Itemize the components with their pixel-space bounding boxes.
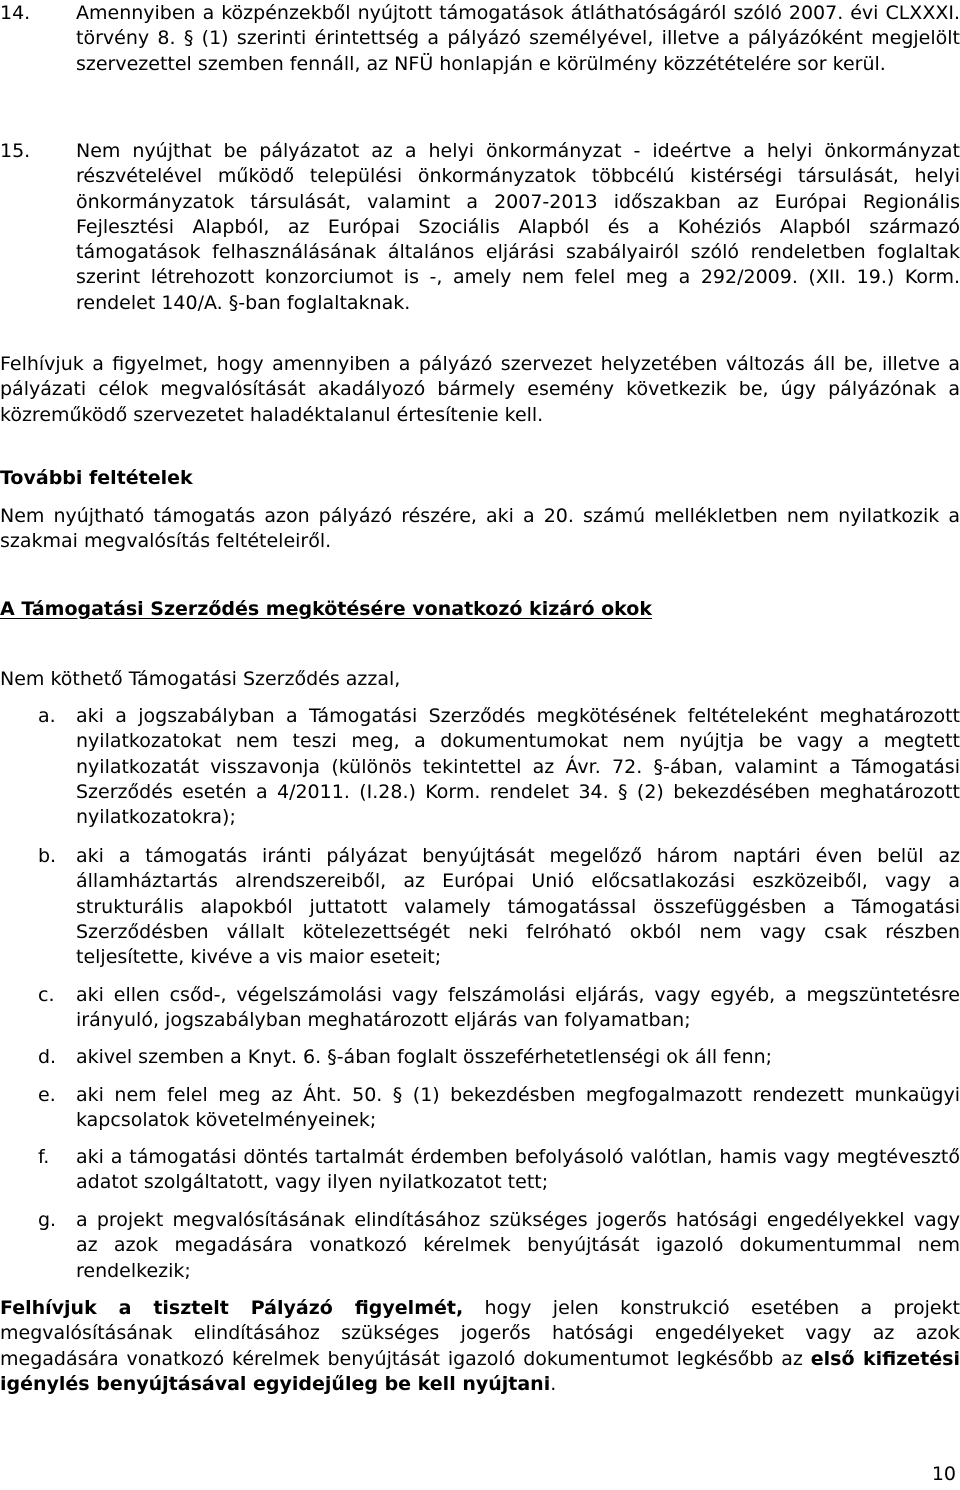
list-label: e. [38,1084,56,1106]
exclusion-list-item-g [0,1208,960,1284]
exclusion-list-item-f [0,1145,960,1196]
page-number: 10 [931,1463,956,1485]
list-label: c. [38,984,55,1006]
list-label: g. [38,1209,57,1231]
list-text: aki a támogatási döntés tartalmát érdemben befolyásoló valótlan, hamis vagy megtévesztő adatot szolgáltatott, vagy ilyen nyilatkozatot tett; [76,1146,960,1194]
exclusion-list-item-c [0,983,960,1034]
notice-paragraph: Felhívjuk a figyelmet, hogy amennyiben a pályázó szervezet helyzetében változás áll be, illetve a pályázati célok megvalósítását akadályozó bármely esemény következik be, úgy pályázónak a közreműködő szervezetet haladéktalanul értesítenie kell. [0,353,960,426]
list-label: b. [38,845,57,867]
exclusion-list-item-e [0,1083,960,1134]
list-label: a. [38,705,56,727]
exclusion-list-item-d [0,1045,960,1070]
item-number: 14. [0,2,31,24]
item-number: 15. [0,140,31,162]
exclusion-list-item-b [0,844,960,970]
list-text: aki a támogatás iránti pályázat benyújtását megelőző három naptári éven belül az államháztartás alrendszereiből, az Európai Unió előcsatlakozási eszközeiből, vagy a strukturális alapokból juttatott valamely támogatással összefüggésben a Támogatási Szerződésben vállalt kötelezettségét neki felróható okból nem vagy csak részben teljesítette, kivéve a vis maior eseteit; [76,845,960,969]
final-notice-bold-end: első kifizetési igénylés benyújtásával egyidejűleg be kell nyújtani [0,1347,960,1395]
exclusion-list-item-a [0,704,960,830]
item-text: Amennyiben a közpénzekből nyújtott támogatások átláthatóságáról szóló 2007. évi CLXXXI. törvény 8. § (1) szerinti érintettség a pályázó személyével, illetve a pályázóként megjelölt szervezettel szemben fennáll, az NFÜ honlapján e körülmény közzétételére sor kerül. [76,2,960,75]
list-text: aki ellen csőd-, végelszámolási vagy felszámolási eljárás, vagy egyéb, a megszüntetésre irányuló, jogszabályban meghatározott eljárás van folyamatban; [76,984,960,1032]
final-notice-middle: hogy jelen konstrukció esetében a projekt megvalósításának elindításához szükséges jogerős hatósági engedélyeket vagy az azok megadására vonatkozó kérelmek benyújtását igazoló dokumentumot legkésőbb az [0,1297,960,1370]
further-conditions-text: Nem nyújtható támogatás azon pályázó részére, aki a 20. számú mellékletben nem nyilatkozik a szakmai megvalósítás feltételeiről. [0,505,960,553]
final-notice-bold-start: Felhívjuk a tisztelt Pályázó figyelmét, [0,1297,464,1319]
list-item-14 [0,1,960,77]
list-item-15 [0,139,960,316]
list-text: a projekt megvalósításának elindításához szükséges jogerős hatósági engedélyekkel vagy az azok megadására vonatkozó kérelmek benyújtását igazoló dokumentummal nem rendelkezik; [76,1209,960,1282]
item-text: Nem nyújthat be pályázatot az a helyi önkormányzat - ideértve a helyi önkormányzat részvételével működő települési önkormányzatok többcélú kistérségi társulását, helyi önkormányzatok társulását, valamint a 2007-2013 időszakban az Európai Regionális Fejlesztési Alapból, az Európai Szociális Alapból és a Kohéziós Alapból származó támogatások felhasználásának általános eljárási szabályairól szóló rendeletben foglaltak szerint létrehozott konzorciumot is -, amely nem felel meg a 292/2009. (XII. 19.) Korm. rendelet 140/A. §-ban foglaltaknak. [76,140,960,314]
final-notice-period: . [550,1372,557,1395]
list-text: aki nem felel meg az Áht. 50. § (1) bekezdésben megfogalmazott rendezett munkaügyi kapcsolatok követelményeinek; [76,1084,960,1132]
list-text: akivel szemben a Knyt. 6. §-ában foglalt összeférhetetlenségi ok áll fenn; [76,1046,773,1068]
list-label: d. [38,1046,57,1068]
list-text: aki a jogszabályban a Támogatási Szerződés megkötésének feltételeként meghatározott nyilatkozatokat nem teszi meg, a dokumentumokat nem nyújtja be vagy a megtett nyilatkozatát visszavonja (különös tekintettel az Ávr. 72. §-ában, valamint a Támogatási Szerződés esetén a 4/2011. (I.28.) Korm. rendelet 34. § (2) bekezdésében meghatározott nyilatkozatokra); [76,705,960,829]
section-heading-exclusion: A Támogatási Szerződés megkötésére vonatkozó kizáró okok [0,598,652,620]
list-label: f. [38,1146,50,1168]
section-heading-further-conditions: További feltételek [0,467,193,489]
exclusion-intro: Nem köthető Támogatási Szerződés azzal, [0,668,401,690]
final-notice [0,1296,960,1397]
